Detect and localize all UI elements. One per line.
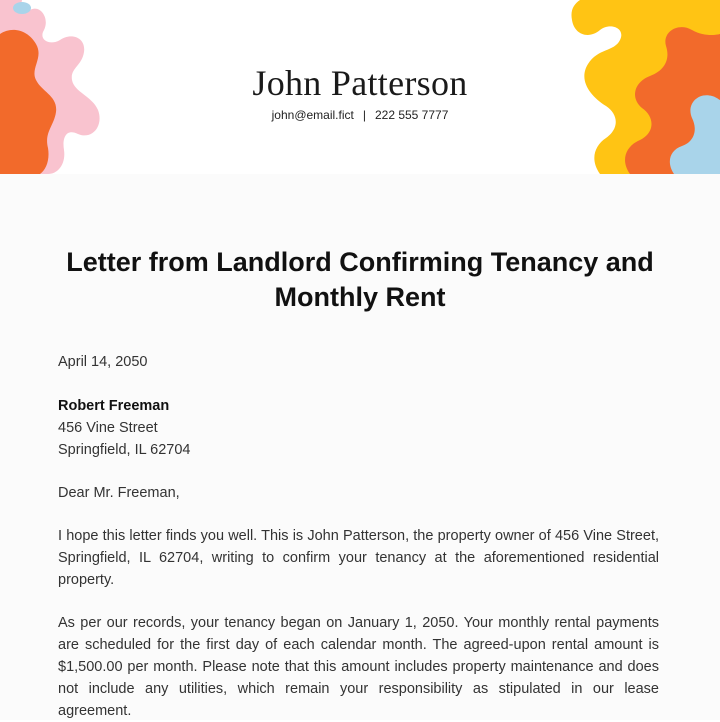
contact-separator: | xyxy=(362,108,366,122)
body-paragraph: As per our records, your tenancy began on January 1, 2050. Your monthly rental payments are scheduled for the first day of each calendar month. The agreed-upon rental amount is $1,500.00 per month. Please note that this amount includes property maintenance and does not include any utilities, which remain your responsibility as stipulated in our lease agreement. xyxy=(58,615,659,719)
letterhead xyxy=(0,0,720,174)
recipient-street: 456 Vine Street xyxy=(58,420,158,436)
sender-contact xyxy=(0,108,720,122)
recipient-name: Robert Freeman xyxy=(58,398,170,414)
salutation: Dear Mr. Freeman, xyxy=(58,485,180,501)
sender-email: john@email.fict xyxy=(271,108,354,122)
sender-phone: 222 555 7777 xyxy=(374,108,449,122)
recipient-address xyxy=(58,395,659,461)
sender-name: John Patterson xyxy=(252,63,468,103)
body-paragraph: I hope this letter finds you well. This is John Patterson, the property owner of 456 Vine Street, Springfield, IL 62704, writing to confirm your tenancy at the aforementioned residential property. xyxy=(58,528,659,588)
recipient-city: Springfield, IL 62704 xyxy=(58,442,191,458)
letter-title: Letter from Landlord Confirming Tenancy and Monthly Rent xyxy=(66,247,654,312)
letter-date: April 14, 2050 xyxy=(58,354,148,370)
